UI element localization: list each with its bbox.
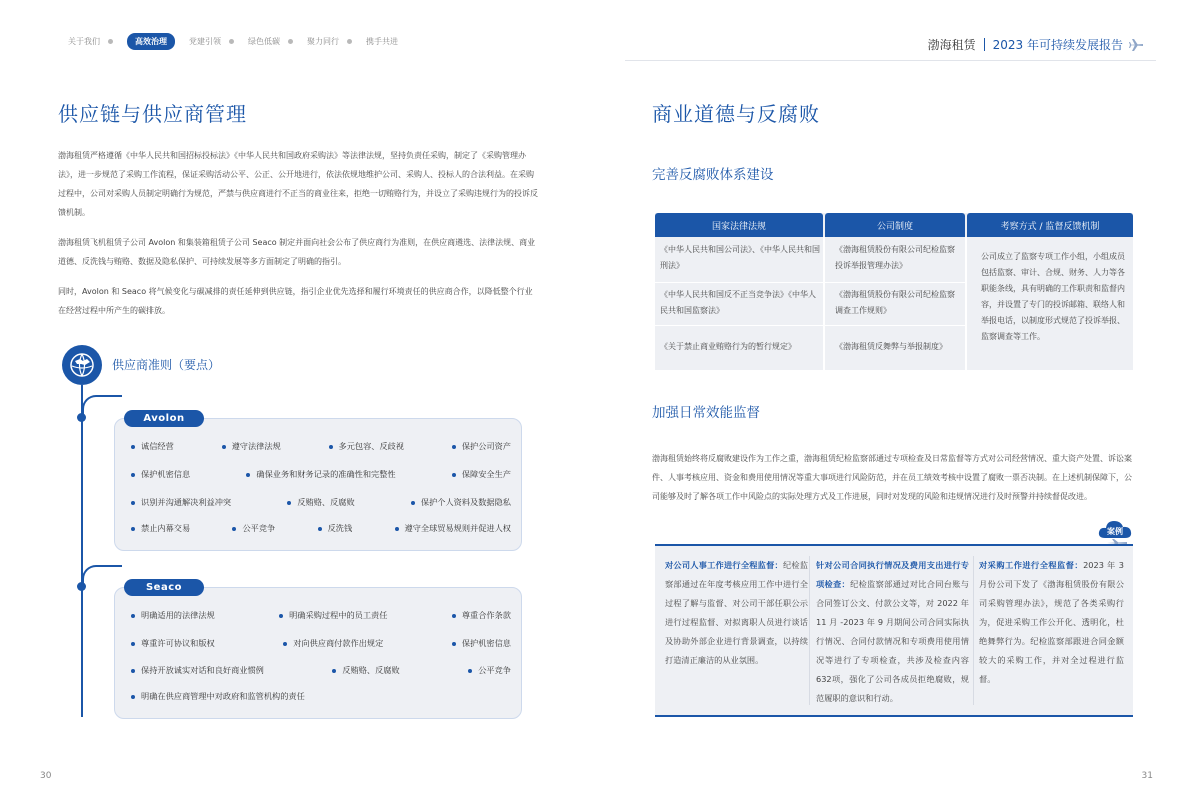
list-item: 明确适用的法律法规 bbox=[131, 610, 215, 621]
paragraph-supplier-code: 渤海租赁飞机租赁子公司 Avolon 和集装箱租赁子公司 Seaco 制定并面向社会公布了供应商行为准则，在供应商遴选、法律法规、商业道德、反洗钱与贿赂、数据及隐私保护、可持续发展等多方面制定了明确的指引。 bbox=[58, 238, 536, 266]
case-column bbox=[979, 556, 1124, 689]
avolon-tag: Avolon bbox=[124, 410, 204, 427]
case-title: 对采购工作进行全程监督： bbox=[979, 560, 1084, 570]
case-divider bbox=[809, 556, 810, 705]
case-badge-label: 案例 bbox=[1107, 527, 1123, 536]
case-title: 对公司人事工作进行全程监督： bbox=[665, 560, 783, 570]
seaco-row bbox=[131, 665, 511, 676]
page-number-left: 30 bbox=[40, 771, 52, 781]
section-heading-anticorruption: 完善反腐败体系建设 bbox=[652, 167, 774, 183]
list-item: 尊重许可协议和版权 bbox=[131, 638, 215, 649]
list-item: 保护机密信息 bbox=[131, 469, 190, 480]
nav-item-hand-in-hand[interactable]: 携手共进 bbox=[366, 36, 398, 46]
row-divider bbox=[655, 282, 965, 283]
list-item: 公平竞争 bbox=[232, 523, 275, 534]
table-header: 考察方式 / 监督反馈机制 bbox=[967, 213, 1133, 237]
table-cell: 《关于禁止商业贿赂行为的暂行规定》 bbox=[660, 342, 796, 351]
seaco-row bbox=[131, 638, 511, 649]
case-body: 纪检监察部通过对比合同台账与合同签订公文、付款公文等，对 2022 年 11 月 -2023 年 9 月期间公司合同实际执行情况、合同付款情况和专项费用使用情况等进行了专项检查，共涉及检查内容632项，强化了公司各成员拒绝腐败，规范履职的意识和行动。 bbox=[816, 579, 969, 703]
table-cell: 《中华人民共和国公司法》、《中华人民共和国刑法》 bbox=[660, 245, 820, 270]
table-cell: 公司成立了监察专项工作小组，小组成员包括监察、审计、合规、财务、人力等各职能条线，具有明确的工作职责和监督内容，并设置了专门的投诉邮箱、联络人和举报电话，以制度形式规范了投诉举报、监察调查等工作。 bbox=[981, 252, 1125, 341]
timeline-line bbox=[81, 385, 83, 717]
nav-item-about[interactable]: 关于我们 bbox=[68, 36, 113, 47]
supplier-code-title: 供应商准则（要点） bbox=[112, 358, 221, 372]
connector-avolon bbox=[82, 395, 122, 417]
seaco-box bbox=[114, 582, 522, 719]
column-divider bbox=[965, 237, 967, 370]
paragraph-procurement: 渤海租赁严格遵循《中华人民共和国招标投标法》《中华人民共和国政府采购法》等法律法规，坚持负责任采购，制定了《采购管理办法》，进一步规范了采购工作流程，保证采购活动公平、公正、公开地进行，依法依规地维护公司、采购人、投标人的合法利益。在采购过程中，公司对采购人员制定明确行为规范，严禁与供应商进行不正当的商业往来，拒绝一切贿赂行为，并设立了采购违规行为的投诉反馈机制。 bbox=[58, 151, 538, 217]
list-item: 禁止内幕交易 bbox=[131, 523, 190, 534]
case-column bbox=[665, 556, 808, 670]
case-title: 针对公司合同执行情况及费用支出进行专项检查： bbox=[816, 560, 969, 589]
table-cell: 《中华人民共和国反不正当竞争法》《中华人民共和国监察法》 bbox=[660, 290, 816, 315]
case-panel bbox=[655, 544, 1133, 717]
list-item: 明确在供应商管理中对政府和监管机构的责任 bbox=[131, 691, 305, 702]
list-item: 反贿赂、反腐败 bbox=[332, 665, 399, 676]
header-rule bbox=[625, 60, 1156, 61]
list-item: 尊重合作条款 bbox=[452, 610, 511, 621]
row-divider bbox=[655, 325, 965, 326]
report-title: 2023 年可持续发展报告 bbox=[992, 38, 1123, 52]
seaco-row bbox=[131, 610, 511, 621]
case-divider bbox=[973, 556, 974, 705]
list-item: 遵守法律法规 bbox=[222, 441, 281, 452]
avolon-row bbox=[131, 497, 511, 508]
seaco-tag: Seaco bbox=[124, 579, 204, 596]
table-cell: 《渤海租赁反舞弊与举报制度》 bbox=[835, 342, 947, 351]
list-item: 遵守全球贸易规则并促进人权 bbox=[395, 523, 511, 534]
nav-item-party[interactable]: 党建引领 bbox=[189, 36, 234, 47]
case-body: 纪检监察部通过在年度考核应用工作中进行全过程了解与监督、对公司干部任职公示进行过程监督、对拟离职人员进行谈话及协助外部企业进行背景调查，以持续打造清正廉洁的从业氛围。 bbox=[665, 560, 808, 665]
paragraph-supervision: 渤海租赁始终将反腐败建设作为工作之重，渤海租赁纪检监察部通过专项检查及日常监督等方式对公司经营情况、重大资产处置、诉讼案件、人事考核应用、资金和费用使用情况等重大事项进行风险防范，并在员工绩效考核中设置了腐败一票否决制。在上述机制保障下，公司能够及时了解各项工作中风险点的实际处理方式及工作进展，同时对发现的风险和违规情况进行及时预警并持续督促改进。 bbox=[652, 454, 1132, 501]
avolon-row bbox=[131, 469, 511, 480]
table-header: 公司制度 bbox=[825, 213, 965, 237]
list-item: 保护公司资产 bbox=[452, 441, 511, 452]
page-title-right: 商业道德与反腐败 bbox=[652, 102, 820, 126]
nav-item-together[interactable]: 聚力同行 bbox=[307, 36, 352, 47]
airplane-icon bbox=[1129, 39, 1143, 51]
nav-item-green[interactable]: 绿色低碳 bbox=[248, 36, 293, 47]
header-divider bbox=[984, 38, 985, 51]
list-item: 保持开放诚实对话和良好商业惯例 bbox=[131, 665, 264, 676]
column-divider bbox=[823, 237, 825, 370]
paragraph-climate: 同时，Avolon 和 Seaco 将气候变化与碳减排的责任延伸到供应链，指引企业优先选择和履行环境责任的供应商合作，以降低整个行业在经营过程中所产生的碳排放。 bbox=[58, 287, 533, 315]
report-header bbox=[928, 36, 1143, 53]
list-item: 识别并沟通解决利益冲突 bbox=[131, 497, 231, 508]
case-body: 2023 年 3 月份公司下发了《渤海租赁股份有限公司采购管理办法》，规范了各类采购行为，促进采购工作公开化、透明化，杜绝舞弊行为。纪检监察部跟进合同金额较大的采购工作，并对全过程进行监督。 bbox=[979, 560, 1124, 684]
list-item: 公平竞争 bbox=[468, 665, 511, 676]
table-cell: 《渤海租赁股份有限公司纪检监察调查工作规则》 bbox=[835, 290, 955, 315]
connector-seaco bbox=[82, 565, 122, 587]
case-column bbox=[816, 556, 969, 708]
nav-item-governance[interactable]: 高效治理 bbox=[127, 33, 175, 50]
list-item: 诚信经营 bbox=[131, 441, 174, 452]
avolon-box bbox=[114, 413, 522, 551]
list-item: 保护个人资料及数据隐私 bbox=[411, 497, 511, 508]
handshake-globe-icon bbox=[62, 345, 102, 385]
avolon-row bbox=[131, 441, 511, 452]
list-item: 多元包容、反歧视 bbox=[329, 441, 405, 452]
table-cell: 《渤海租赁股份有限公司纪检监察投诉举报管理办法》 bbox=[835, 245, 955, 270]
page-title-left: 供应链与供应商管理 bbox=[58, 102, 247, 126]
list-item: 保障安全生产 bbox=[452, 469, 511, 480]
anticorruption-table bbox=[655, 213, 1133, 370]
list-item: 保护机密信息 bbox=[452, 638, 511, 649]
list-item: 明确采购过程中的员工责任 bbox=[279, 610, 387, 621]
section-heading-supervision: 加强日常效能监督 bbox=[652, 405, 760, 421]
table-header: 国家法律法规 bbox=[655, 213, 823, 237]
list-item: 对向供应商付款作出规定 bbox=[283, 638, 383, 649]
brand-name: 渤海租赁 bbox=[927, 38, 976, 52]
seaco-row bbox=[131, 691, 511, 702]
list-item: 确保业务和财务记录的准确性和完整性 bbox=[246, 469, 395, 480]
page-number-right: 31 bbox=[1141, 771, 1153, 781]
top-nav bbox=[68, 33, 412, 49]
list-item: 反洗钱 bbox=[318, 523, 353, 534]
list-item: 反贿赂、反腐败 bbox=[287, 497, 354, 508]
avolon-row bbox=[131, 523, 511, 534]
